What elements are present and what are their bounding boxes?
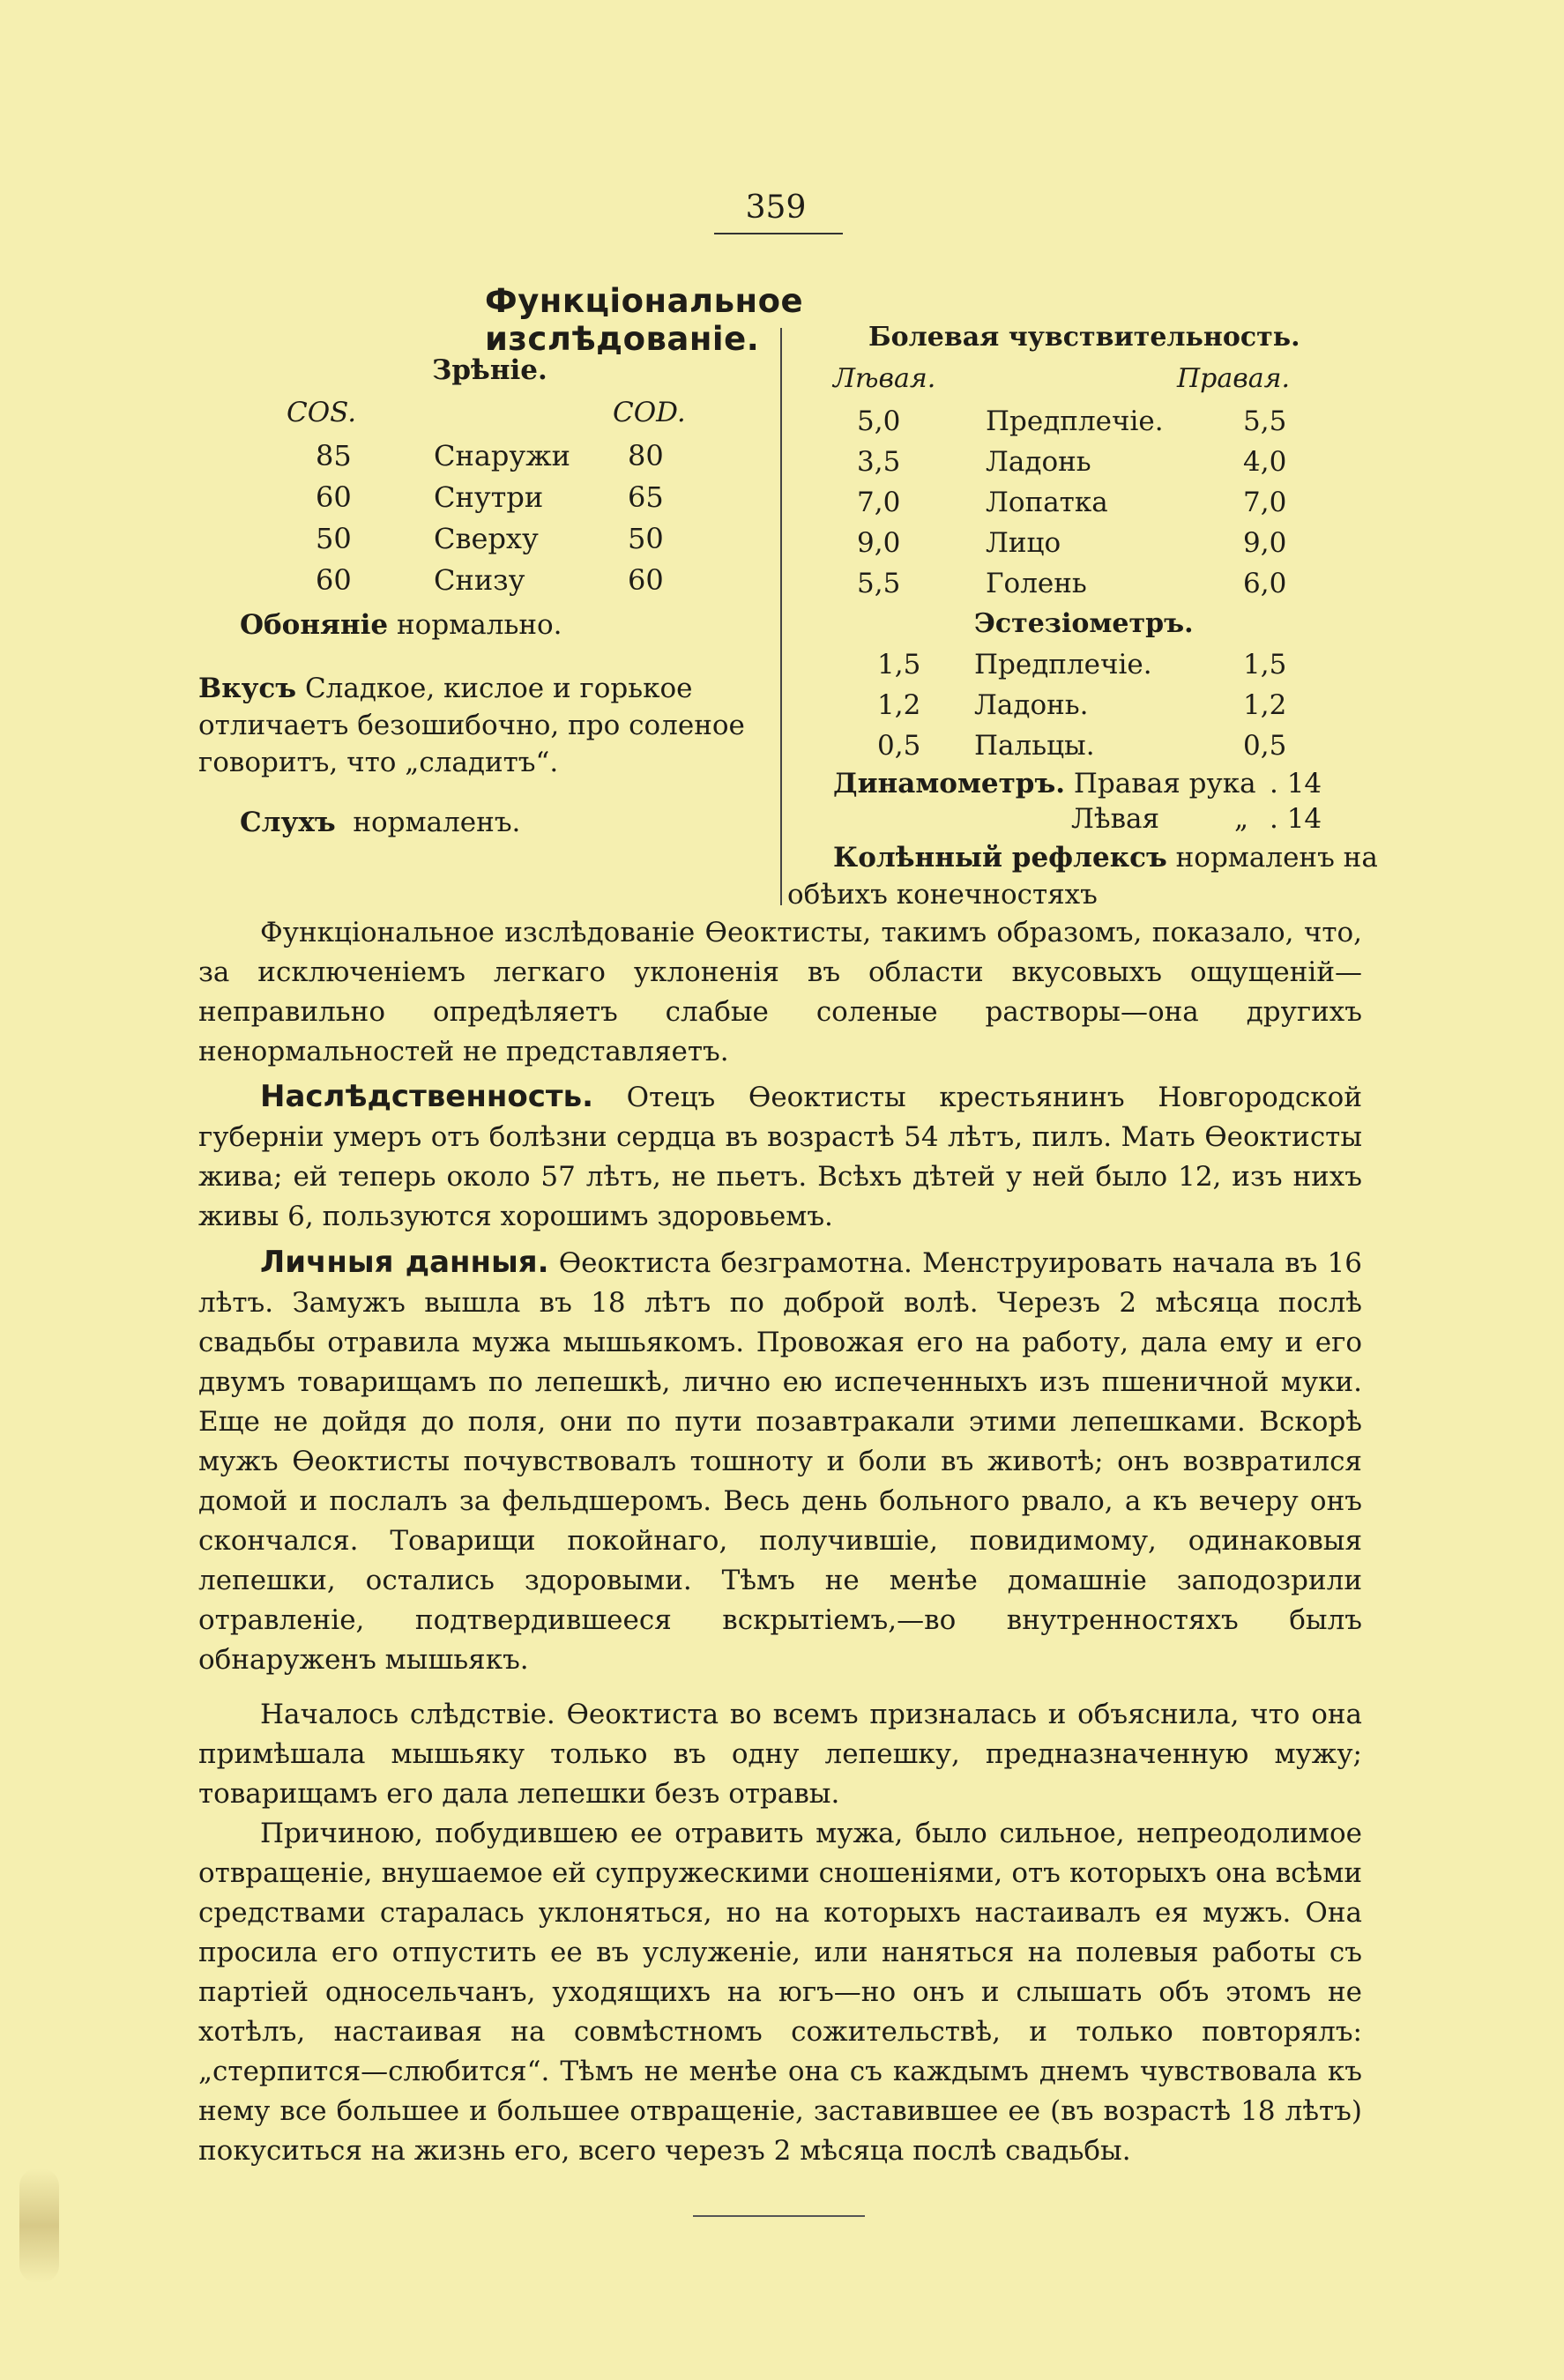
dynamometer-left-mark: „	[1234, 803, 1249, 835]
pain-left-value: 9,0	[857, 527, 901, 559]
paragraph-heredity	[198, 1077, 1362, 1237]
bottom-rule	[693, 2215, 865, 2217]
pain-left-value: 7,0	[857, 487, 901, 518]
pain-left-value: 5,5	[857, 568, 901, 599]
pain-row-label: Голень	[986, 568, 1087, 599]
smell-label: Обоняніе	[240, 609, 389, 641]
paragraph-personal-data	[198, 1243, 1362, 1680]
pain-row-label: Лопатка	[986, 487, 1108, 518]
hearing-line	[240, 804, 520, 841]
smell-line	[240, 606, 562, 643]
esthesiometer-left-value: 1,2	[877, 689, 921, 721]
paragraph-conclusion	[198, 913, 1362, 1072]
esthesiometer-left-value: 1,5	[877, 649, 921, 681]
pain-title: Болевая чувствительность.	[868, 322, 1300, 353]
paragraph-text: Функціональное изслѣдованіе Өеоктисты, такимъ образомъ, показало, что, за исключеніемъ легкаго уклоненія въ области вкусовыхъ ощущеній—неправильно опредѣляетъ слабые соленые растворы—она другихъ ненормальностей не представляетъ.	[198, 917, 1362, 1067]
vision-left-value: 85	[316, 439, 352, 472]
dynamometer-right-value: . 14	[1270, 768, 1322, 800]
vision-right-value: 60	[628, 563, 664, 597]
pain-row-label: Лицо	[986, 527, 1061, 559]
vision-row-label: Сверху	[434, 522, 539, 555]
hearing-label: Слухъ	[240, 807, 336, 838]
paper-stain	[19, 2168, 59, 2283]
paragraph-text: Өеоктиста безграмотна. Менструировать начала въ 16 лѣтъ. Замужъ вышла въ 18 лѣтъ по доброй волѣ. Черезъ 2 мѣсяца послѣ свадьбы отравила мужа мышьякомъ. Провожая его на работу, дала ему и его двумъ товарищамъ по лепешкѣ, лично ею испеченныхъ изъ пшеничной муки. Еще не дойдя до поля, они по пути позавтракали этими лепешками. Вскорѣ мужъ Өеоктисты почувствовалъ тошноту и боли въ животѣ; онъ возвратился домой и послалъ за фельдшеромъ. Весь день больного рвало, а къ вечеру онъ скончался. Товарищи покойнаго, получившіе, повидимому, одинаковыя лепешки, остались здоровыми. Тѣмъ не менѣе домашніе заподозрили отравленіе, подтвердившееся вскрытіемъ,—во внутренностяхъ былъ обнаруженъ мышьякъ.	[198, 1247, 1363, 1676]
pain-right-head: Правая.	[1177, 363, 1290, 394]
hearing-text: нормаленъ.	[335, 807, 521, 838]
esthesiometer-row-label: Ладонь.	[974, 689, 1089, 721]
vision-row-label: Снаружи	[434, 439, 570, 472]
pain-left-value: 3,5	[857, 446, 901, 478]
smell-text: нормально.	[388, 609, 562, 641]
paragraph-text: Началось слѣдствіе. Өеоктиста во всемъ призналась и объяснила, что она примѣшала мышьяку только въ одну лепешку, предназначенную мужу; товарищамъ его дала лепешки безъ отравы.	[198, 1699, 1362, 1810]
pain-right-value: 9,0	[1243, 527, 1287, 559]
knee-reflex-label: Колѣнный рефлексъ	[833, 842, 1167, 874]
taste-line: Сладкое, кислое и горькое	[296, 673, 693, 704]
vision-row-label: Снутри	[434, 480, 544, 514]
vision-right-value: 50	[628, 522, 664, 555]
dynamometer-left-text: Лѣвая	[1071, 803, 1160, 835]
dynamometer-left-value: . 14	[1270, 803, 1322, 835]
esthesiometer-right-value: 1,2	[1243, 689, 1287, 721]
esthesiometer-right-value: 0,5	[1243, 730, 1287, 762]
paragraph-investigation	[198, 1695, 1362, 1814]
paragraph-text: Причиною, побудившею ее отравить мужа, было сильное, непреодолимое отвращеніе, внушаемое ей супружескими сношеніями, отъ которыхъ она всѣми средствами старалась уклоняться, но на которыхъ настаивалъ ея мужъ. Она просила его отпустить ее въ услуженіе, или наняться на полевыя работы съ партіей односельчанъ, уходящихъ на югъ—но онъ и слышать объ этомъ не хотѣлъ, настаивая на совмѣстномъ сожительствѣ, и только повторялъ: „стерпится—слюбится“. Тѣмъ не менѣе она съ каждымъ днемъ чувствовала къ нему все большее и большее отвращеніе, заставившее ее (въ возрастѣ 18 лѣтъ) покуситься на жизнь его, всего черезъ 2 мѣсяца послѣ свадьбы.	[198, 1818, 1362, 2167]
vision-right-value: 80	[628, 439, 664, 472]
vision-left-value: 60	[316, 563, 352, 597]
vision-title: Зрѣніе.	[432, 354, 547, 386]
paragraph-text: Отецъ Өеоктисты крестьянинъ Новгородской губерніи умеръ отъ болѣзни сердца въ возрастѣ 54 лѣтъ, пилъ. Мать Өеоктисты жива; ей теперь около 57 лѣтъ, не пьетъ. Всѣхъ дѣтей у ней было 12, изъ нихъ живы 6, пользуются хорошимъ здоровьемъ.	[198, 1082, 1362, 1232]
taste-block	[198, 670, 771, 781]
page-number-rule	[714, 233, 843, 234]
pain-row-label: Ладонь	[986, 446, 1091, 478]
dynamometer-right-text: Правая рука	[1065, 768, 1256, 800]
vision-right-value: 65	[628, 480, 664, 514]
dynamometer-right-line	[833, 765, 1256, 802]
paragraph-motive	[198, 1814, 1362, 2171]
page-number: 359	[745, 190, 807, 226]
vision-left-value: 50	[316, 522, 352, 555]
pain-right-value: 6,0	[1243, 568, 1287, 599]
pain-right-value: 5,5	[1243, 405, 1287, 437]
vision-right-label: COD.	[613, 397, 686, 428]
knee-reflex-text: нормаленъ на	[1166, 842, 1378, 874]
pain-left-head: Лѣвая.	[833, 363, 936, 394]
esthesiometer-left-value: 0,5	[877, 730, 921, 762]
pain-row-label: Предплечіе.	[986, 405, 1164, 437]
vision-left-label: COS.	[287, 397, 357, 428]
heredity-heading: Наслѣдственность.	[260, 1079, 593, 1114]
vision-row-label: Снизу	[434, 563, 525, 597]
personal-data-heading: Личныя данныя.	[260, 1245, 549, 1280]
taste-line: говоритъ, что „сладитъ“.	[198, 747, 559, 778]
taste-line: отличаетъ безошибочно, про соленое	[198, 710, 745, 741]
esthesiometer-row-label: Пальцы.	[974, 730, 1095, 762]
esthesiometer-row-label: Предплечіе.	[974, 649, 1152, 681]
column-divider	[780, 328, 782, 905]
dynamometer-label: Динамометръ.	[833, 768, 1066, 800]
knee-reflex-line-2: обѣихъ конечностяхъ	[787, 879, 1098, 911]
knee-reflex-line	[833, 839, 1378, 876]
section-title: Функціональное изслѣдованіе.	[485, 282, 804, 358]
pain-right-value: 4,0	[1243, 446, 1287, 478]
taste-label: Вкусъ	[198, 673, 297, 704]
pain-right-value: 7,0	[1243, 487, 1287, 518]
esthesiometer-right-value: 1,5	[1243, 649, 1287, 681]
esthesiometer-title: Эстезіометръ.	[974, 608, 1194, 639]
vision-left-value: 60	[316, 480, 352, 514]
pain-left-value: 5,0	[857, 405, 901, 437]
